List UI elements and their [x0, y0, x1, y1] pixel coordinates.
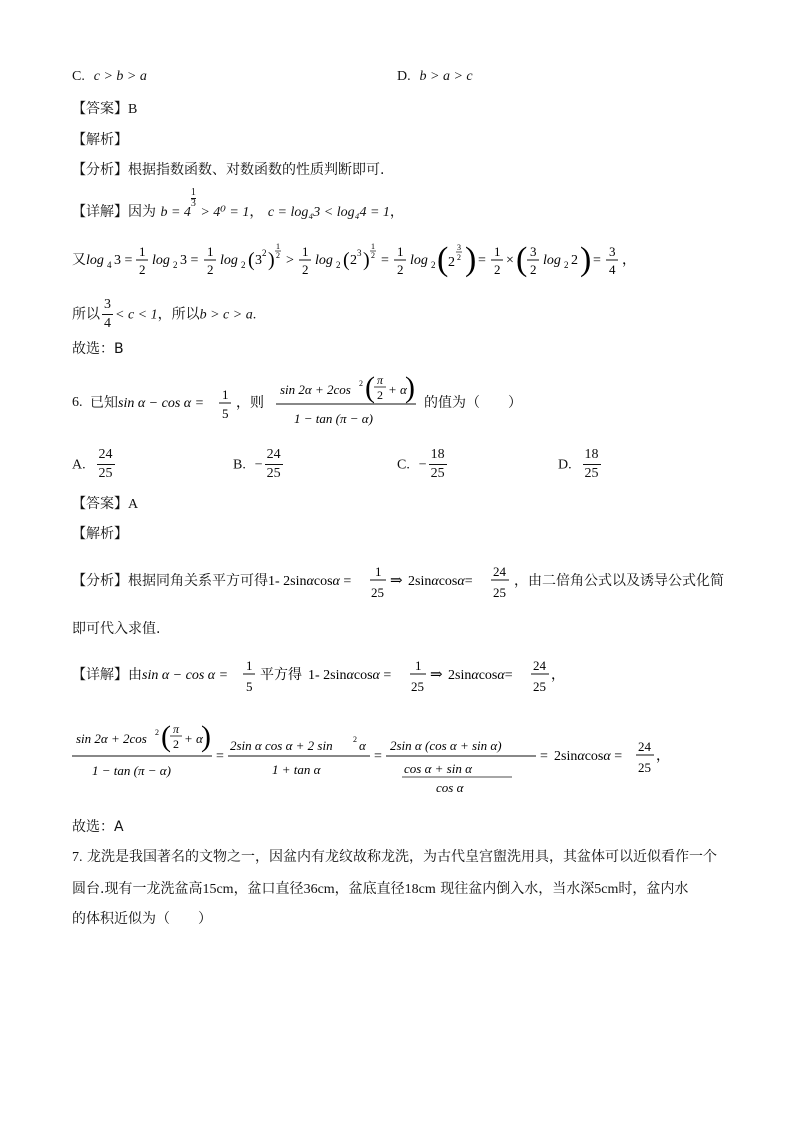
svg-text:cos α + sin α: cos α + sin α [404, 761, 472, 776]
q6-analysis-heading [72, 523, 128, 545]
svg-text:sin α − cos α =: sin α − cos α = [142, 668, 229, 683]
svg-text:⇒: ⇒ [390, 573, 403, 589]
svg-text:2: 2 [397, 262, 404, 277]
q7-text-a: 圆台.现有一龙洗盆高 [72, 881, 203, 897]
q6-fenxi-formula [268, 560, 528, 604]
svg-text:1: 1 [246, 658, 253, 673]
option-value: b > a > c [419, 69, 473, 84]
svg-text:1: 1 [302, 244, 309, 259]
q7-text-line1: 龙洗是我国著名的文物之一，因盆内有龙纹故称龙洗，为古代皇宫盥洗用具，其盆体可以近似看作一个 [86, 849, 717, 865]
svg-text:2: 2 [276, 251, 280, 260]
line3-result: b > c > a [199, 307, 253, 323]
q6-option-b[interactable] [233, 446, 285, 483]
b-exponent: $\frac{1}{3}$ [190, 187, 196, 209]
svg-text:2: 2 [241, 260, 246, 270]
q7-line2 [72, 878, 688, 901]
q6-long-equation [72, 716, 672, 798]
svg-text:(: ( [437, 241, 449, 278]
svg-text:=: = [540, 749, 548, 764]
svg-text:2: 2 [530, 262, 537, 277]
line3-suoyi: 所以 [72, 306, 100, 323]
svg-text:4: 4 [107, 260, 112, 270]
svg-text:+ α: + α [184, 731, 203, 746]
svg-text:): ) [363, 249, 370, 271]
q6-stem-formula [118, 370, 438, 436]
svg-text:24: 24 [638, 739, 651, 754]
q5-answer [72, 98, 137, 121]
option-fraction: $\frac{18}{25}$ [430, 447, 445, 481]
svg-text:1- 2sinαcosα =: 1- 2sinαcosα = [268, 574, 352, 589]
answer-value: B [128, 102, 138, 117]
analysis-tag: 【解析】 [72, 132, 128, 148]
svg-text:25: 25 [533, 679, 546, 694]
svg-text:sin 2α + 2cos: sin 2α + 2cos [76, 731, 147, 746]
svg-text:25: 25 [493, 585, 506, 600]
svg-text:24: 24 [493, 564, 506, 579]
q7-text-e: 时，盆内水 [618, 881, 689, 897]
svg-text:2: 2 [336, 260, 341, 270]
svg-text:5: 5 [222, 406, 229, 421]
svg-text:2sinαcosα=: 2sinαcosα= [408, 574, 473, 589]
log-equation-formula [86, 236, 646, 284]
water-depth-value: 5cm [594, 882, 619, 897]
option-fraction: $\frac{18}{25}$ [584, 447, 599, 481]
svg-text:2: 2 [448, 255, 455, 270]
svg-text:2: 2 [371, 251, 375, 260]
q7-line3: 的体积近似为（ ） [72, 911, 212, 927]
detail-because: 因为 [128, 204, 156, 220]
fenxi-pre: 根据同角关系平方可得 [128, 573, 268, 589]
height-value: 15cm [202, 882, 234, 897]
svg-text:4: 4 [609, 262, 616, 277]
fenxi-text: 根据指数函数、对数函数的性质判断即可. [128, 162, 385, 178]
svg-text:): ) [465, 241, 477, 278]
svg-text:2: 2 [207, 262, 214, 277]
option-fraction: $\frac{24}{25}$ [266, 447, 281, 481]
svg-text:3: 3 [530, 244, 537, 259]
q6-option-a[interactable] [72, 446, 117, 483]
fenxi-post: ，由二倍角公式以及诱导公式化简 [514, 573, 724, 589]
svg-text:平方得: 平方得 [260, 668, 302, 683]
svg-text:=: = [478, 253, 486, 268]
question-number: 6. [72, 395, 83, 410]
svg-text:，则: ，则 [236, 396, 264, 411]
svg-text:π: π [377, 373, 384, 387]
svg-text:1 + tan α: 1 + tan α [272, 762, 321, 777]
q7-text-c: ，盆底直径 [334, 881, 405, 897]
svg-text:1 − tan (π − α): 1 − tan (π − α) [294, 411, 373, 426]
svg-text:1: 1 [397, 244, 404, 259]
q5-option-c[interactable] [72, 65, 147, 88]
option-label: C. [397, 457, 410, 473]
svg-text:): ) [405, 371, 415, 404]
svg-text:3 =: 3 = [180, 253, 199, 268]
svg-text:=: = [381, 253, 389, 268]
svg-text:1: 1 [494, 244, 501, 259]
svg-text:2: 2 [494, 262, 501, 277]
question-number: 7. [72, 850, 83, 865]
q6-choose: 故选：A [72, 819, 124, 835]
q5-detail-line1: 【详解】因为 b = 4 $\frac{1}{3}$ > 4⁰ = 1， c = log₄3 < log₄4 = 1， [72, 187, 404, 220]
q7-text-b: ，盆口直径 [233, 881, 304, 897]
svg-text:): ) [580, 241, 592, 278]
option-sign: − [418, 457, 427, 473]
b-definition: b = 4 [160, 205, 191, 220]
answer-value: A [128, 497, 139, 512]
option-label: B. [233, 457, 246, 473]
svg-text:(: ( [343, 249, 350, 271]
option-value: c > b > a [93, 69, 147, 84]
svg-text:): ) [201, 720, 211, 753]
svg-text:24: 24 [533, 658, 546, 673]
svg-text:3: 3 [255, 253, 262, 268]
svg-text:2sinαcosα =: 2sinαcosα = [554, 749, 623, 764]
option-fraction: $\frac{24}{25}$ [98, 447, 113, 481]
svg-text:，: ， [656, 749, 670, 764]
svg-text:5: 5 [246, 679, 253, 694]
svg-text:(: ( [516, 241, 528, 278]
svg-text:3 =: 3 = [114, 253, 133, 268]
svg-text:2: 2 [139, 262, 146, 277]
svg-text:2: 2 [359, 379, 363, 388]
detail-you: 由 [128, 667, 142, 683]
q5-analysis-heading [72, 129, 128, 151]
svg-text:2: 2 [350, 253, 357, 268]
svg-text:1- 2sinαcosα =: 1- 2sinαcosα = [308, 668, 392, 683]
detail-tag: 【详解】 [72, 204, 128, 220]
option-label: A. [72, 457, 86, 473]
svg-text:25: 25 [371, 585, 384, 600]
svg-text:1 − tan (π − α): 1 − tan (π − α) [92, 763, 171, 778]
q6-option-c[interactable] [397, 446, 449, 483]
svg-text:=: = [593, 253, 601, 268]
q7-text-d: 现往盆内倒入水，当水深 [440, 881, 595, 897]
b-comparison: > 4⁰ = 1 [200, 205, 250, 220]
svg-text:2: 2 [457, 253, 461, 262]
svg-text:sin α − cos α =: sin α − cos α = [118, 396, 205, 411]
svg-text:2: 2 [302, 262, 309, 277]
top-diameter-value: 36cm [303, 882, 335, 897]
svg-text:log: log [86, 253, 104, 268]
q5-option-d[interactable] [397, 65, 473, 88]
q5-fenxi [72, 159, 384, 181]
svg-text:log: log [152, 253, 170, 268]
q7-line1 [72, 846, 717, 869]
svg-text:2: 2 [353, 735, 357, 744]
svg-text:log: log [220, 253, 238, 268]
svg-text:2: 2 [377, 388, 383, 402]
svg-text:，: ， [622, 253, 636, 268]
svg-text:log: log [410, 253, 428, 268]
svg-text:1: 1 [207, 244, 214, 259]
svg-text:>: > [286, 253, 294, 268]
svg-text:1: 1 [222, 387, 229, 402]
svg-text:(: ( [161, 720, 171, 753]
bottom-diameter-value: 18cm [404, 882, 436, 897]
svg-text:2: 2 [431, 260, 436, 270]
svg-text:1: 1 [371, 242, 375, 251]
svg-text:2: 2 [571, 253, 578, 268]
svg-text:1: 1 [375, 564, 382, 579]
svg-text:2: 2 [173, 737, 179, 751]
stem-tail: 的值为（ ） [424, 395, 522, 411]
q5-detail-line3: 所以 $\frac{3}{4}$ < c < 1，所以b > c > a. [72, 297, 257, 331]
line2-you: 又 [72, 252, 86, 268]
fraction-3-4: $\frac{3}{4}$ [104, 297, 111, 331]
svg-text:2: 2 [173, 260, 178, 270]
svg-text:1: 1 [415, 658, 422, 673]
svg-text:2: 2 [155, 728, 159, 737]
svg-text:log: log [543, 253, 561, 268]
q6-detail-formula [142, 654, 565, 698]
q6-answer [72, 493, 138, 516]
q6-option-d[interactable] [558, 446, 603, 483]
svg-text:=: = [216, 749, 224, 764]
svg-text:log: log [315, 253, 333, 268]
svg-text:α: α [359, 738, 366, 753]
fenxi-tag: 【分析】 [72, 573, 128, 589]
option-label: D. [397, 69, 411, 84]
answer-tag: 【答案】 [72, 496, 128, 512]
svg-text:2sin α (cos α + sin α): 2sin α (cos α + sin α) [390, 738, 502, 753]
svg-text:3: 3 [609, 244, 616, 259]
svg-text:25: 25 [411, 679, 424, 694]
svg-text:2: 2 [564, 260, 569, 270]
svg-text:sin 2α + 2cos: sin 2α + 2cos [280, 382, 351, 397]
svg-text:π: π [173, 722, 180, 736]
svg-text:2: 2 [262, 248, 267, 258]
svg-text:1: 1 [139, 244, 146, 259]
svg-text:(: ( [365, 371, 375, 404]
svg-text:2sin α cos α + 2 sin: 2sin α cos α + 2 sin [230, 738, 333, 753]
q5-choose: 故选：B [72, 341, 124, 357]
option-sign: − [254, 457, 263, 473]
svg-text:): ) [268, 249, 275, 271]
svg-text:，: ， [551, 668, 565, 683]
line3-suoyi2: ，所以 [157, 306, 200, 323]
svg-text:1: 1 [276, 242, 280, 251]
svg-text:3: 3 [357, 248, 362, 258]
svg-text:⇒: ⇒ [430, 667, 443, 683]
svg-text:×: × [506, 253, 514, 268]
fenxi-tag: 【分析】 [72, 162, 128, 178]
option-label: C. [72, 69, 85, 84]
stem-known: 已知 [90, 395, 118, 411]
svg-text:3: 3 [457, 243, 461, 252]
svg-text:2sinαcosα=: 2sinαcosα= [448, 668, 513, 683]
option-label: D. [558, 457, 572, 473]
line3-inequality: < c < 1 [115, 307, 158, 323]
svg-text:=: = [374, 749, 382, 764]
svg-text:25: 25 [638, 760, 651, 775]
svg-text:+ α: + α [388, 382, 407, 397]
svg-text:(: ( [248, 249, 255, 271]
answer-tag: 【答案】 [72, 101, 128, 117]
svg-text:cos α: cos α [436, 780, 464, 795]
q6-fenxi-line2: 即可代入求值. [72, 621, 161, 637]
detail-tag: 【详解】 [72, 667, 128, 683]
analysis-tag: 【解析】 [72, 526, 128, 542]
c-definition: c = log₄3 < log₄4 = 1 [267, 205, 390, 220]
